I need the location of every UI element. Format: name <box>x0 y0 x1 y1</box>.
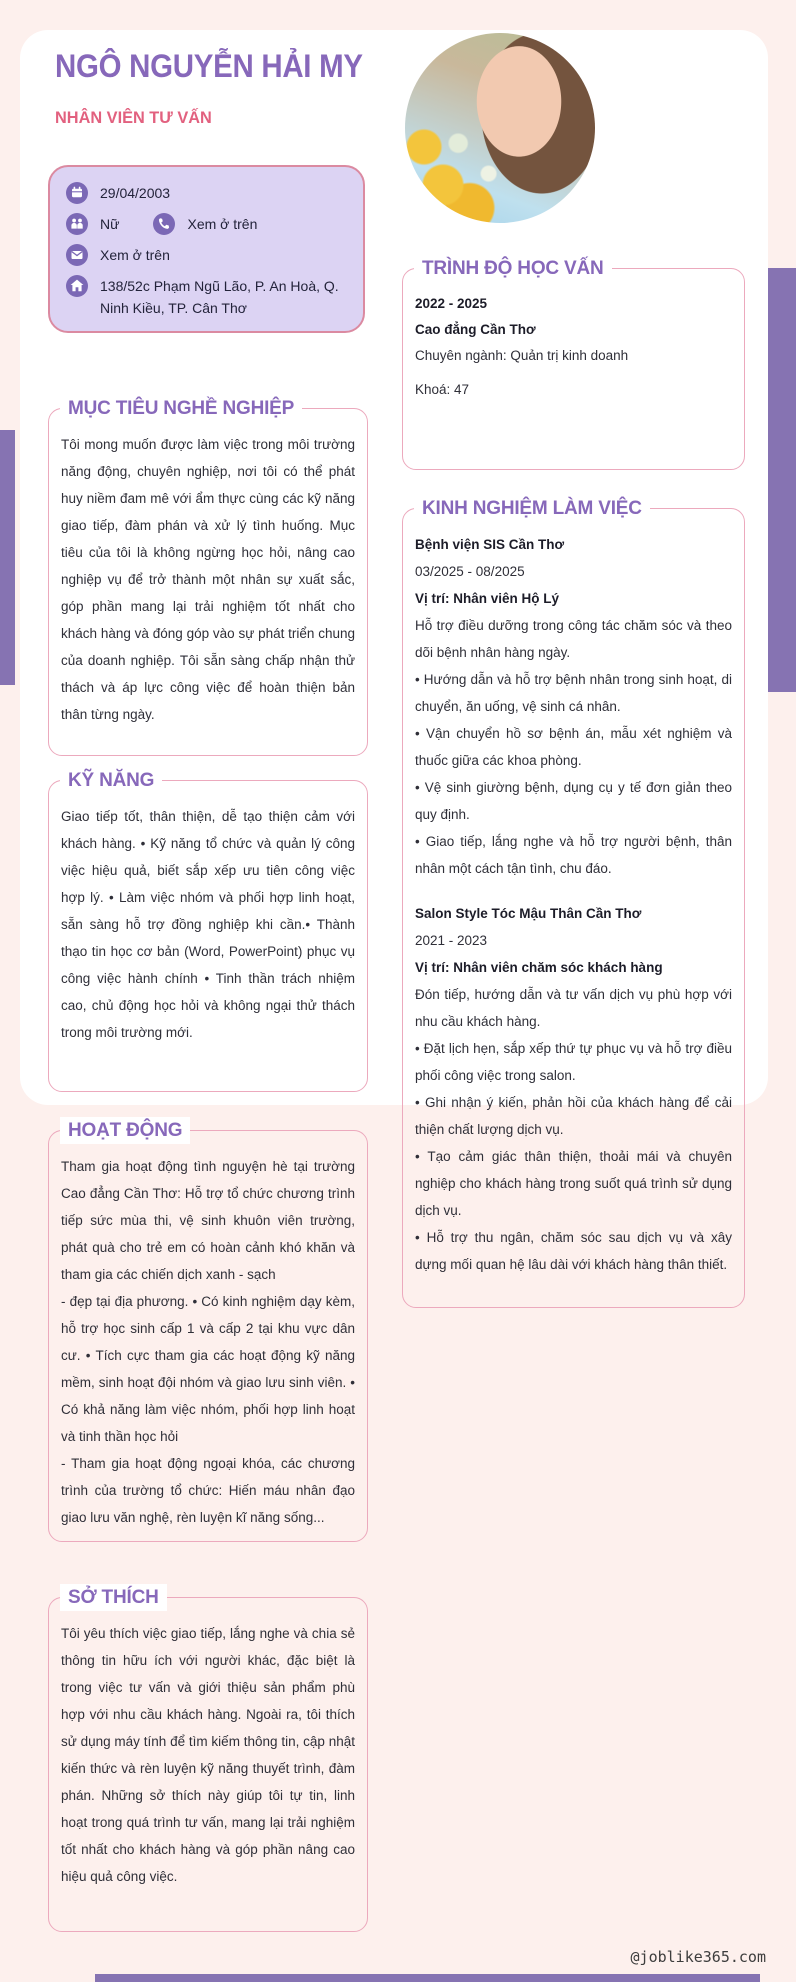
activities-paragraph: Tham gia hoạt động tình nguyện hè tại trường Cao đẳng Cần Thơ: Hỗ trợ tổ chức chương trình tiếp sức mùa thi, vệ sinh khuôn viên trường, phát quà cho trẻ em có hoàn cảnh khó khăn và tham gia các chiến dịch xanh - sạch <box>61 1159 355 1282</box>
job-position: Vị trí: Nhân viên chăm sóc khách hàng <box>415 960 663 975</box>
candidate-name: NGÔ NGUYỄN HẢI MY <box>55 48 363 84</box>
activities-text <box>49 1131 367 1541</box>
job-company: Bệnh viện SIS Cần Thơ <box>415 537 565 552</box>
education-entry <box>403 269 744 413</box>
section-education-title: TRÌNH ĐỘ HỌC VẤN <box>414 255 612 282</box>
activities-paragraph: - đẹp tại địa phương. • Có kinh nghiệm dạy kèm, hỗ trợ học sinh cấp 1 và cấp 2 tại khu vực dân cư. • Tích cực tham gia các hoạt động kỹ năng mềm, sinh hoạt đội nhóm và giao lưu sinh viên. • Có khả năng làm việc nhóm, phối hợp linh hoạt và tinh thần học hỏi <box>61 1294 355 1444</box>
left-accent-stripe <box>0 430 15 685</box>
email-value: Xem ở trên <box>100 247 170 263</box>
job-detail: • Vệ sinh giường bệnh, dụng cụ y tế đơn giản theo quy định. <box>415 780 732 822</box>
experience-entry <box>415 900 732 1278</box>
job-detail: • Hướng dẫn và hỗ trợ bệnh nhân trong sinh hoạt, di chuyển, ăn uống, vệ sinh cá nhân. <box>415 672 732 714</box>
section-objective-title: MỤC TIÊU NGHỀ NGHIỆP <box>60 395 302 422</box>
job-company: Salon Style Tóc Mậu Thân Cần Thơ <box>415 906 642 921</box>
right-accent-stripe <box>768 268 796 692</box>
calendar-icon <box>66 182 88 204</box>
birthday-value: 29/04/2003 <box>100 185 171 201</box>
home-icon <box>66 275 88 297</box>
job-detail: • Đặt lịch hẹn, sắp xếp thứ tự phục vụ và hỗ trợ điều phối công việc trong salon. <box>415 1041 732 1083</box>
experience-list <box>403 509 744 1288</box>
bottom-accent-bar <box>95 1974 760 1982</box>
skills-text: Giao tiếp tốt, thân thiện, dễ tạo thiện cảm với khách hàng. • Kỹ năng tổ chức và quản lý công việc hiệu quả, biết sắp xếp ưu tiên công việc hợp lý. • Làm việc nhóm và phối hợp linh hoạt, sẵn sàng hỗ trợ đồng nghiệp khi cần.• Thành thạo tin học cơ bản (Word, PowerPoint) phục vụ công việc hành chính • Tinh thần trách nhiệm cao, chủ động học hỏi và không ngại thử thách trong môi trường mới. <box>61 809 355 1040</box>
contact-row-address <box>66 275 347 319</box>
education-school: Cao đẳng Cần Thơ <box>415 322 536 337</box>
section-skills-title: KỸ NĂNG <box>60 767 162 794</box>
gender-icon <box>66 213 88 235</box>
job-detail: • Tạo cảm giác thân thiện, thoải mái và chuyên nghiệp cho khách hàng trong suốt quá trình sử dụng dịch vụ. <box>415 1149 732 1218</box>
education-period: 2022 - 2025 <box>415 296 488 311</box>
section-experience-title: KINH NGHIỆM LÀM VIỆC <box>414 495 650 522</box>
activities-paragraph: - Tham gia hoạt động ngoại khóa, các chương trình của trường tổ chức: Hiến máu nhân đạo giao lưu văn nghệ, rèn luyện kĩ năng sống... <box>61 1456 355 1525</box>
section-education <box>402 258 745 470</box>
section-hobbies <box>48 1587 368 1932</box>
gender-group <box>66 213 119 235</box>
phone-value: Xem ở trên <box>187 216 258 232</box>
profile-photo <box>405 33 595 223</box>
section-activities-title: HOẠT ĐỘNG <box>60 1117 190 1144</box>
job-detail: • Hỗ trợ thu ngân, chăm sóc sau dịch vụ và xây dựng mối quan hệ lâu dài với khách hàng thân thiết. <box>415 1230 732 1272</box>
job-period: 2021 - 2023 <box>415 933 488 948</box>
phone-group <box>153 213 257 235</box>
job-period: 03/2025 - 08/2025 <box>415 564 525 579</box>
job-detail: Đón tiếp, hướng dẫn và tư vấn dịch vụ phù hợp với nhu cầu khách hàng. <box>415 987 732 1029</box>
candidate-job-title: NHÂN VIÊN TƯ VẤN <box>55 108 212 127</box>
job-position: Vị trí: Nhân viên Hộ Lý <box>415 591 560 606</box>
section-skills <box>48 770 368 1092</box>
contact-row-gender-phone <box>66 213 347 235</box>
education-cohort: Khoá: 47 <box>415 382 470 397</box>
education-major: Chuyên ngành: Quản trị kinh doanh <box>415 348 629 363</box>
watermark: @joblike365.com <box>630 1948 766 1966</box>
job-detail: • Vận chuyển hồ sơ bệnh án, mẫu xét nghiệm và thuốc giữa các khoa phòng. <box>415 726 732 768</box>
address-value: 138/52c Phạm Ngũ Lão, P. An Hoà, Q. Ninh Kiều, TP. Cân Thơ <box>100 278 339 316</box>
section-hobbies-title: SỞ THÍCH <box>60 1584 167 1611</box>
gender-value: Nữ <box>100 216 120 232</box>
section-activities <box>48 1120 368 1542</box>
email-icon <box>66 244 88 266</box>
section-objective <box>48 398 368 756</box>
job-detail: • Ghi nhận ý kiến, phản hồi của khách hàng để cải thiện chất lượng dịch vụ. <box>415 1095 732 1137</box>
contact-card <box>48 165 365 333</box>
objective-text: Tôi mong muốn được làm việc trong môi trường năng động, chuyên nghiệp, nơi tôi có thể phát huy niềm đam mê với ẩm thực cùng các kỹ năng giao tiếp, đàm phán và xử lý tình huống. Mục tiêu của tôi là không ngừng học hỏi, nâng cao nghiệp vụ để trở thành một nhân sự xuất sắc, góp phần mang lại trải nghiệm tốt nhất cho khách hàng và đóng góp vào sự phát triển chung của doanh nghiệp. Tôi sẵn sàng chấp nhận thử thách và áp lực công việc để hoàn thiện bản thân từng ngày. <box>61 437 355 722</box>
job-detail: • Giao tiếp, lắng nghe và hỗ trợ người bệnh, thân nhân một cách tận tình, chu đáo. <box>415 834 732 876</box>
contact-row-email <box>66 244 347 266</box>
hobbies-text: Tôi yêu thích việc giao tiếp, lắng nghe và chia sẻ thông tin hữu ích với người khác, đặc biệt là trong việc tư vấn và giới thiệu sản phẩm phù hợp với nhu cầu khách hàng. Ngoài ra, tôi thích sử dụng máy tính để tìm kiếm thông tin, cập nhật kiến thức và rèn luyện kỹ năng thuyết trình, đàm phán. Những sở thích này giúp tôi tự tin, linh hoạt trong quá trình tư vấn, mang lại trải nghiệm tốt nhất cho khách hàng và góp phần nâng cao hiệu quả công việc. <box>61 1626 355 1884</box>
section-experience <box>402 498 745 1308</box>
job-detail: Hỗ trợ điều dưỡng trong công tác chăm sóc và theo dõi bệnh nhân hàng ngày. <box>415 618 732 660</box>
contact-row-birthday <box>66 182 347 204</box>
experience-entry <box>415 531 732 882</box>
phone-icon <box>153 213 175 235</box>
